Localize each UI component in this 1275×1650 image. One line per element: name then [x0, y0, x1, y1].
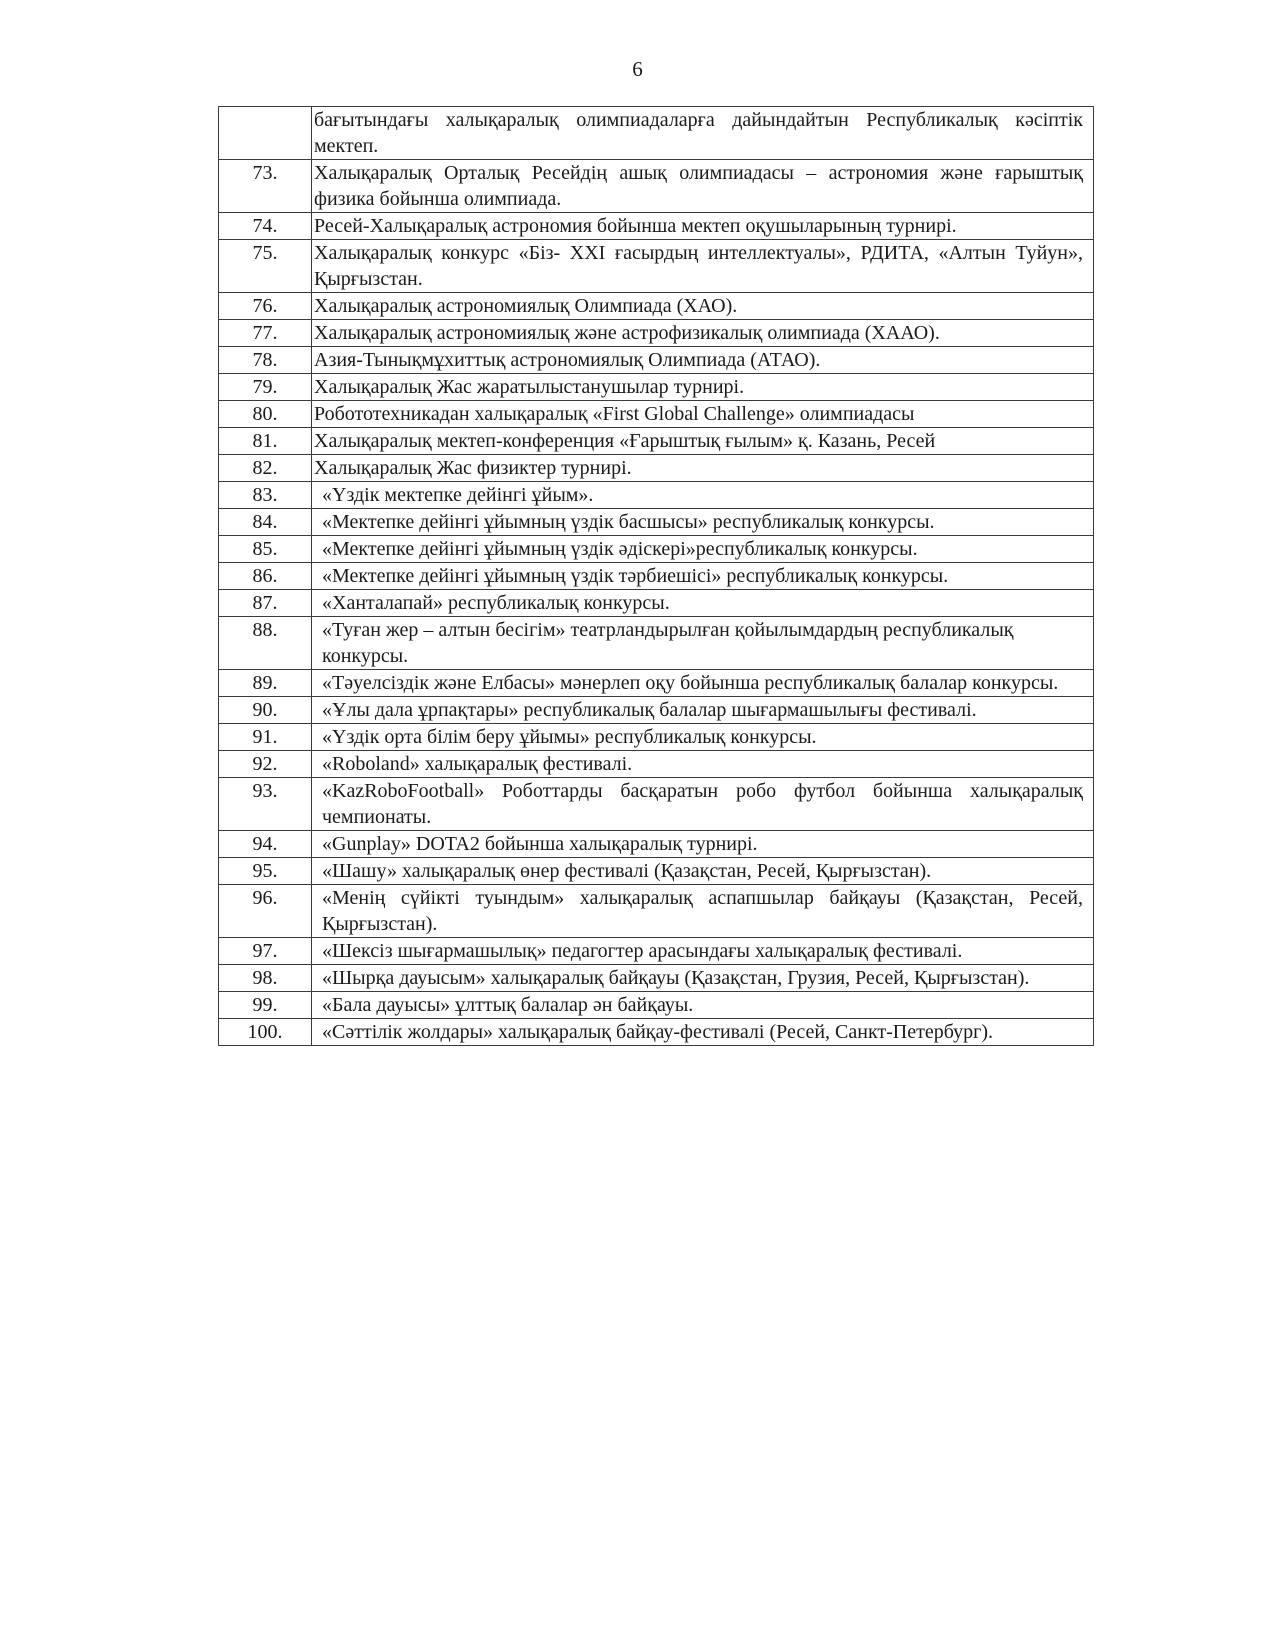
row-number: 74.	[219, 213, 312, 240]
row-text: «Ұлы дала ұрпақтары» республикалық балалар шығармашылығы фестивалі.	[312, 697, 1094, 724]
row-text: «Мектепке дейінгі ұйымның үздік басшысы» республикалық конкурсы.	[312, 509, 1094, 536]
row-number	[219, 107, 312, 160]
row-text: «Менің сүйікті туындым» халықаралық аспапшылар байқауы (Қазақстан, Ресей, Қырғызстан).	[312, 885, 1094, 938]
row-number: 96.	[219, 885, 312, 938]
table-row	[219, 213, 1094, 240]
table-row	[219, 670, 1094, 697]
events-table-body	[219, 107, 1094, 1046]
page-number: 6	[632, 57, 643, 81]
table-row	[219, 858, 1094, 885]
row-number: 87.	[219, 590, 312, 617]
table-row	[219, 107, 1094, 160]
row-number: 86.	[219, 563, 312, 590]
row-number: 83.	[219, 482, 312, 509]
row-number: 91.	[219, 724, 312, 751]
row-number: 84.	[219, 509, 312, 536]
table-row	[219, 374, 1094, 401]
table-row	[219, 563, 1094, 590]
row-text: «Шырқа дауысым» халықаралық байқауы (Қазақстан, Грузия, Ресей, Қырғызстан).	[312, 965, 1094, 992]
row-number: 77.	[219, 320, 312, 347]
table-row	[219, 885, 1094, 938]
row-text: Халықаралық Жас физиктер турнирі.	[312, 455, 1094, 482]
row-text: Азия-Тынықмұхиттық астрономиялық Олимпиада (АТАО).	[312, 347, 1094, 374]
row-text: Халықаралық астрономиялық және астрофизикалық олимпиада (ХААО).	[312, 320, 1094, 347]
row-text: «Үздік орта білім беру ұйымы» республикалық конкурсы.	[312, 724, 1094, 751]
events-table	[218, 106, 1094, 1046]
row-text: Ресей-Халықаралық астрономия бойынша мектеп оқушыларының турнирі.	[312, 213, 1094, 240]
table-row	[219, 455, 1094, 482]
row-text: Робототехникадан халықаралық «First Global Challenge» олимпиадасы	[312, 401, 1094, 428]
row-text: «Ханталапай» республикалық конкурсы.	[312, 590, 1094, 617]
table-row	[219, 320, 1094, 347]
row-number: 97.	[219, 938, 312, 965]
row-text: Халықаралық конкурс «Біз- XXI ғасырдың интеллектуалы», РДИТА, «Алтын Туйун», Қырғызстан.	[312, 240, 1094, 293]
table-row	[219, 831, 1094, 858]
table-row	[219, 293, 1094, 320]
row-number: 90.	[219, 697, 312, 724]
row-number: 80.	[219, 401, 312, 428]
row-text: Халықаралық Орталық Ресейдің ашық олимпиадасы – астрономия және ғарыштық физика бойынша олимпиада.	[312, 160, 1094, 213]
row-number: 75.	[219, 240, 312, 293]
row-text: «Тәуелсіздік және Елбасы» мәнерлеп оқу бойынша республикалық балалар конкурсы.	[312, 670, 1094, 697]
row-number: 99.	[219, 992, 312, 1019]
row-number: 76.	[219, 293, 312, 320]
table-row	[219, 160, 1094, 213]
row-text: «Үздік мектепке дейінгі ұйым».	[312, 482, 1094, 509]
row-number: 92.	[219, 751, 312, 778]
row-text: «Туған жер – алтын бесігім» театрландырылған қойылымдардың республикалық конкурсы.	[312, 617, 1094, 670]
row-text: Халықаралық астрономиялық Олимпиада (ХАО).	[312, 293, 1094, 320]
row-text: «Gunplay» DOTA2 бойынша халықаралық турнирі.	[312, 831, 1094, 858]
row-number: 100.	[219, 1019, 312, 1046]
table-row	[219, 1019, 1094, 1046]
table-row	[219, 724, 1094, 751]
row-number: 89.	[219, 670, 312, 697]
row-number: 94.	[219, 831, 312, 858]
table-row	[219, 428, 1094, 455]
row-number: 81.	[219, 428, 312, 455]
row-number: 85.	[219, 536, 312, 563]
table-row	[219, 482, 1094, 509]
row-number: 95.	[219, 858, 312, 885]
row-text: «Шашу» халықаралық өнер фестивалі (Қазақстан, Ресей, Қырғызстан).	[312, 858, 1094, 885]
row-text: «Шексіз шығармашылық» педагогтер арасындағы халықаралық фестивалі.	[312, 938, 1094, 965]
row-text: бағытындағы халықаралық олимпиадаларға дайындайтын Республикалық кәсіптік мектеп.	[312, 107, 1094, 160]
table-row	[219, 938, 1094, 965]
row-number: 93.	[219, 778, 312, 831]
row-number: 78.	[219, 347, 312, 374]
row-text: «Мектепке дейінгі ұйымның үздік тәрбиешісі» республикалық конкурсы.	[312, 563, 1094, 590]
table-row	[219, 992, 1094, 1019]
row-text: «Мектепке дейінгі ұйымның үздік әдіскері»республикалық конкурсы.	[312, 536, 1094, 563]
row-number: 98.	[219, 965, 312, 992]
table-row	[219, 347, 1094, 374]
table-row	[219, 240, 1094, 293]
table-row	[219, 965, 1094, 992]
table-row	[219, 751, 1094, 778]
row-number: 73.	[219, 160, 312, 213]
row-number: 82.	[219, 455, 312, 482]
row-text: «Сәттілік жолдары» халықаралық байқау-фестивалі (Ресей, Санкт-Петербург).	[312, 1019, 1094, 1046]
table-row	[219, 509, 1094, 536]
row-number: 88.	[219, 617, 312, 670]
table-row	[219, 401, 1094, 428]
table-row	[219, 778, 1094, 831]
table-row	[219, 617, 1094, 670]
row-text: «KazRoboFootball» Роботтарды басқаратын робо футбол бойынша халықаралық чемпионаты.	[312, 778, 1094, 831]
row-text: Халықаралық Жас жаратылыстанушылар турнирі.	[312, 374, 1094, 401]
row-text: Халықаралық мектеп-конференция «Ғарыштық ғылым» қ. Казань, Ресей	[312, 428, 1094, 455]
row-text: «Бала дауысы» ұлттық балалар ән байқауы.	[312, 992, 1094, 1019]
table-row	[219, 697, 1094, 724]
table-row	[219, 536, 1094, 563]
table-row	[219, 590, 1094, 617]
row-text: «Roboland» халықаралық фестивалі.	[312, 751, 1094, 778]
row-number: 79.	[219, 374, 312, 401]
